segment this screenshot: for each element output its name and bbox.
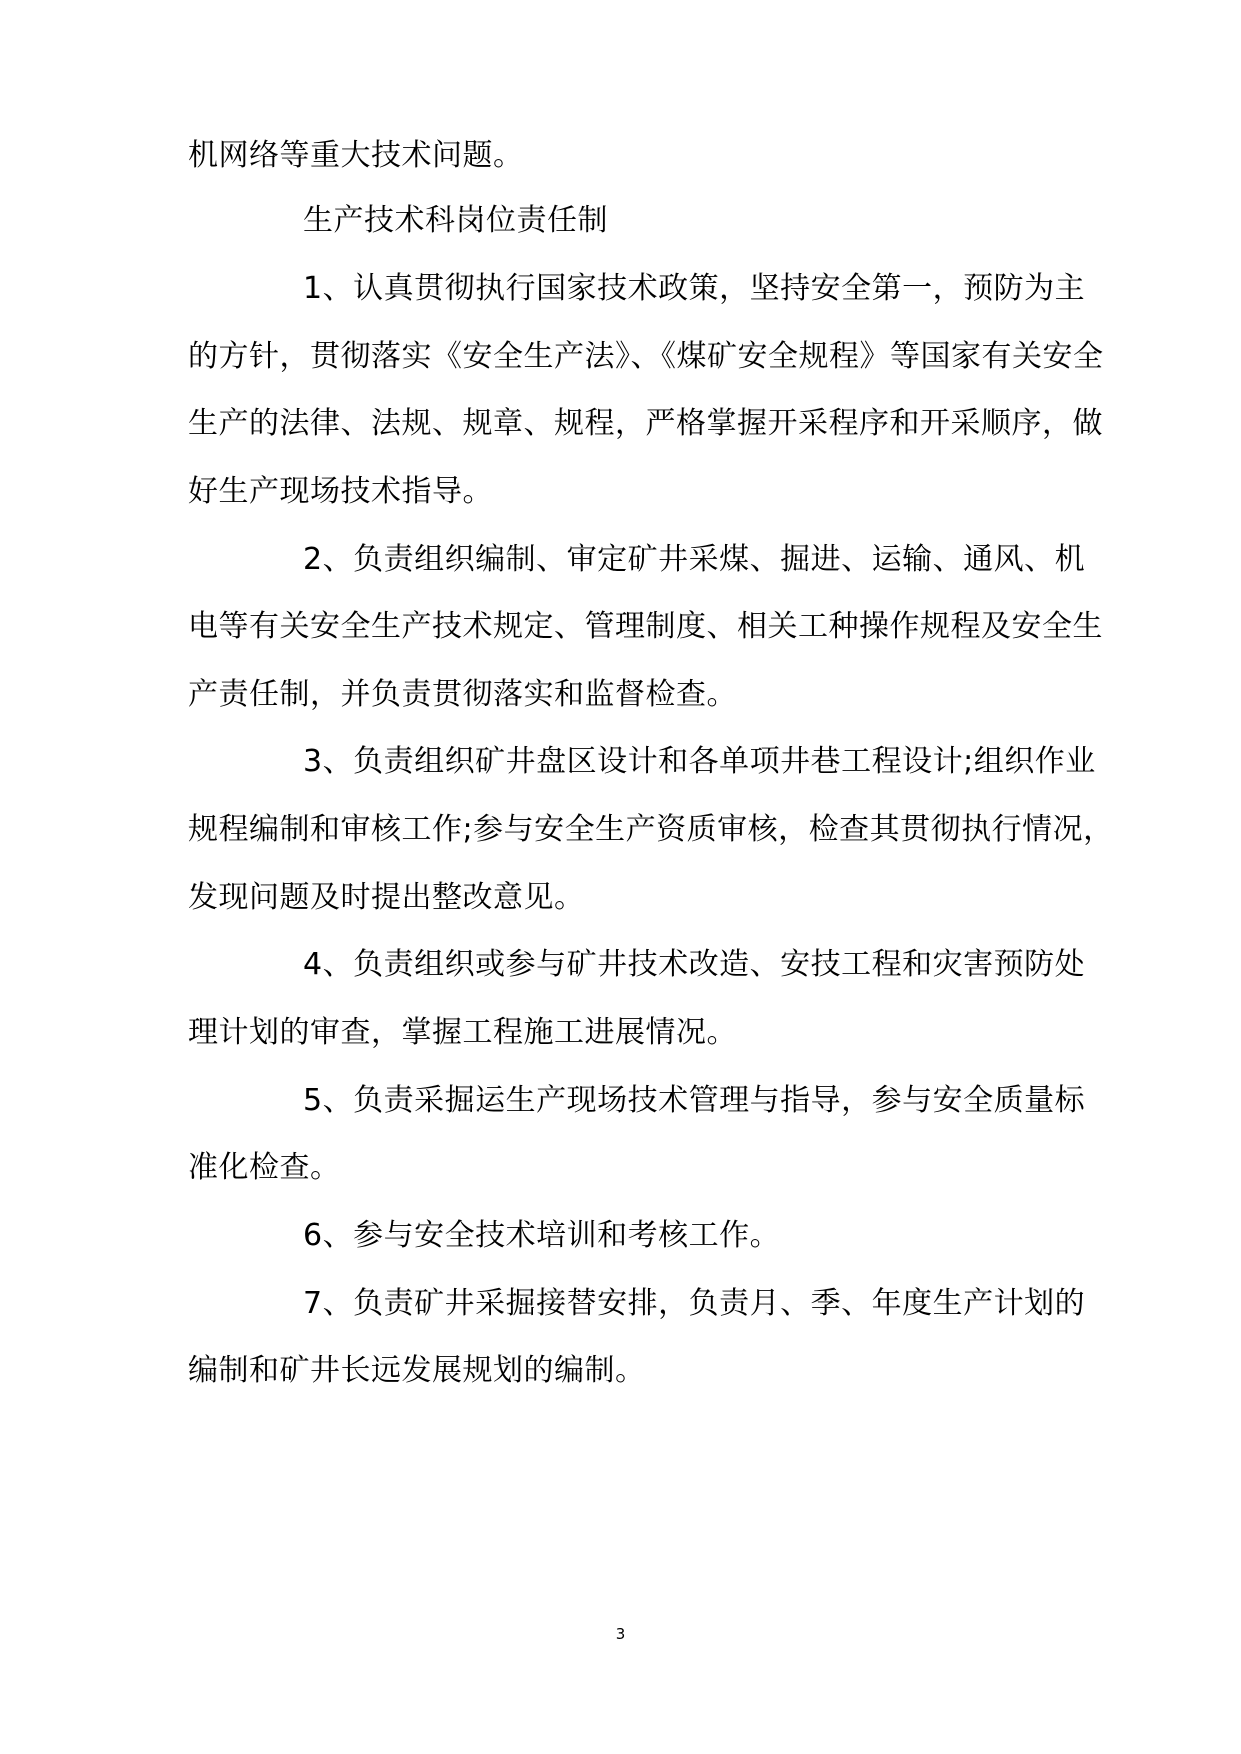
text-line: 规程编制和审核工作;参与安全生产资质审核，检查其贯彻执行情况，	[188, 812, 1114, 847]
text-line: 机网络等重大技术问题。	[188, 138, 524, 173]
text-line: 编制和矿井长远发展规划的编制。	[188, 1353, 646, 1388]
text-line: 生产的法律、法规、规章、规程，严格掌握开采程序和开采顺序，做	[188, 406, 1103, 441]
text-line: 好生产现场技术指导。	[188, 474, 493, 509]
text-line: 的方针，贯彻落实《安全生产法》、《煤矿安全规程》等国家有关安全	[188, 339, 1104, 374]
text-line: 产责任制，并负责贯彻落实和监督检查。	[188, 677, 737, 712]
text-line: 电等有关安全生产技术规定、管理制度、相关工种操作规程及安全生	[188, 609, 1103, 644]
text-line: 7、负责矿井采掘接替安排，负责月、季、年度生产计划的	[303, 1286, 1086, 1321]
text-line: 1、认真贯彻执行国家技术政策，坚持安全第一，预防为主	[303, 271, 1086, 306]
text-line: 理计划的审查，掌握工程施工进展情况。	[188, 1015, 737, 1050]
section-heading: 生产技术科岗位责任制	[303, 203, 608, 238]
page-number: 3	[615, 1625, 626, 1643]
text-line: 3、负责组织矿井盘区设计和各单项井巷工程设计;组织作业	[303, 744, 1096, 779]
text-line: 发现问题及时提出整改意见。	[188, 880, 585, 915]
text-line: 6、参与安全技术培训和考核工作。	[303, 1218, 781, 1253]
text-line: 2、负责组织编制、审定矿井采煤、掘进、运输、通风、机	[303, 542, 1086, 577]
text-line: 5、负责采掘运生产现场技术管理与指导，参与安全质量标	[303, 1083, 1086, 1118]
text-line: 4、负责组织或参与矿井技术改造、安技工程和灾害预防处	[303, 947, 1086, 982]
text-line: 准化检查。	[188, 1150, 341, 1185]
